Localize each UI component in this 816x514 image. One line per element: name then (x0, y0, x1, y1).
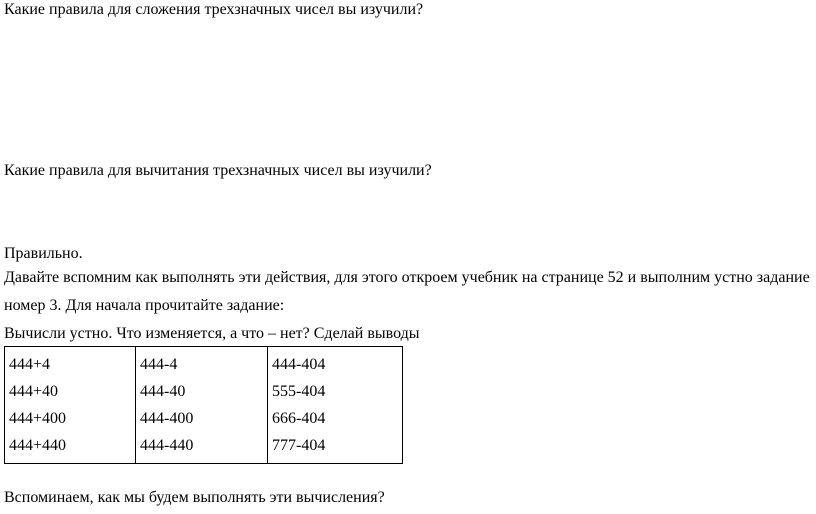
table-column-varying-minuend (268, 347, 403, 464)
expression: 555-404 (272, 383, 326, 400)
closing-question: Вспоминаем, как мы будем выполнять эти вычисления? (4, 489, 385, 506)
intro-line-2: номер 3. Для начала прочитайте задание: (4, 297, 285, 314)
expression: 444+40 (9, 383, 59, 400)
table-row (5, 347, 403, 464)
task-text: Вычисли устно. Что изменяется, а что – нет? Сделай выводы (4, 325, 420, 342)
response-text: Правильно. (4, 245, 83, 262)
question-addition: Какие правила для сложения трехзначных чисел вы изучили? (4, 1, 424, 18)
expression: 444+440 (9, 437, 67, 454)
expression: 777-404 (272, 437, 326, 454)
expression: 444+400 (9, 410, 67, 427)
expression: 666-404 (272, 410, 326, 427)
expression: 444-440 (140, 437, 194, 454)
expression: 444-400 (140, 410, 194, 427)
expression: 444-4 (140, 356, 178, 373)
expression: 444-404 (272, 356, 326, 373)
expression: 444-40 (140, 383, 186, 400)
table-column-addition (5, 347, 136, 464)
exercise-table (4, 346, 403, 464)
expression: 444+4 (9, 356, 51, 373)
table-column-subtraction (136, 347, 268, 464)
intro-line-1: Давайте вспомним как выполнять эти действия, для этого откроем учебник на странице 52 и выполним устно задание (4, 269, 810, 286)
question-subtraction: Какие правила для вычитания трехзначных чисел вы изучили? (4, 162, 432, 179)
